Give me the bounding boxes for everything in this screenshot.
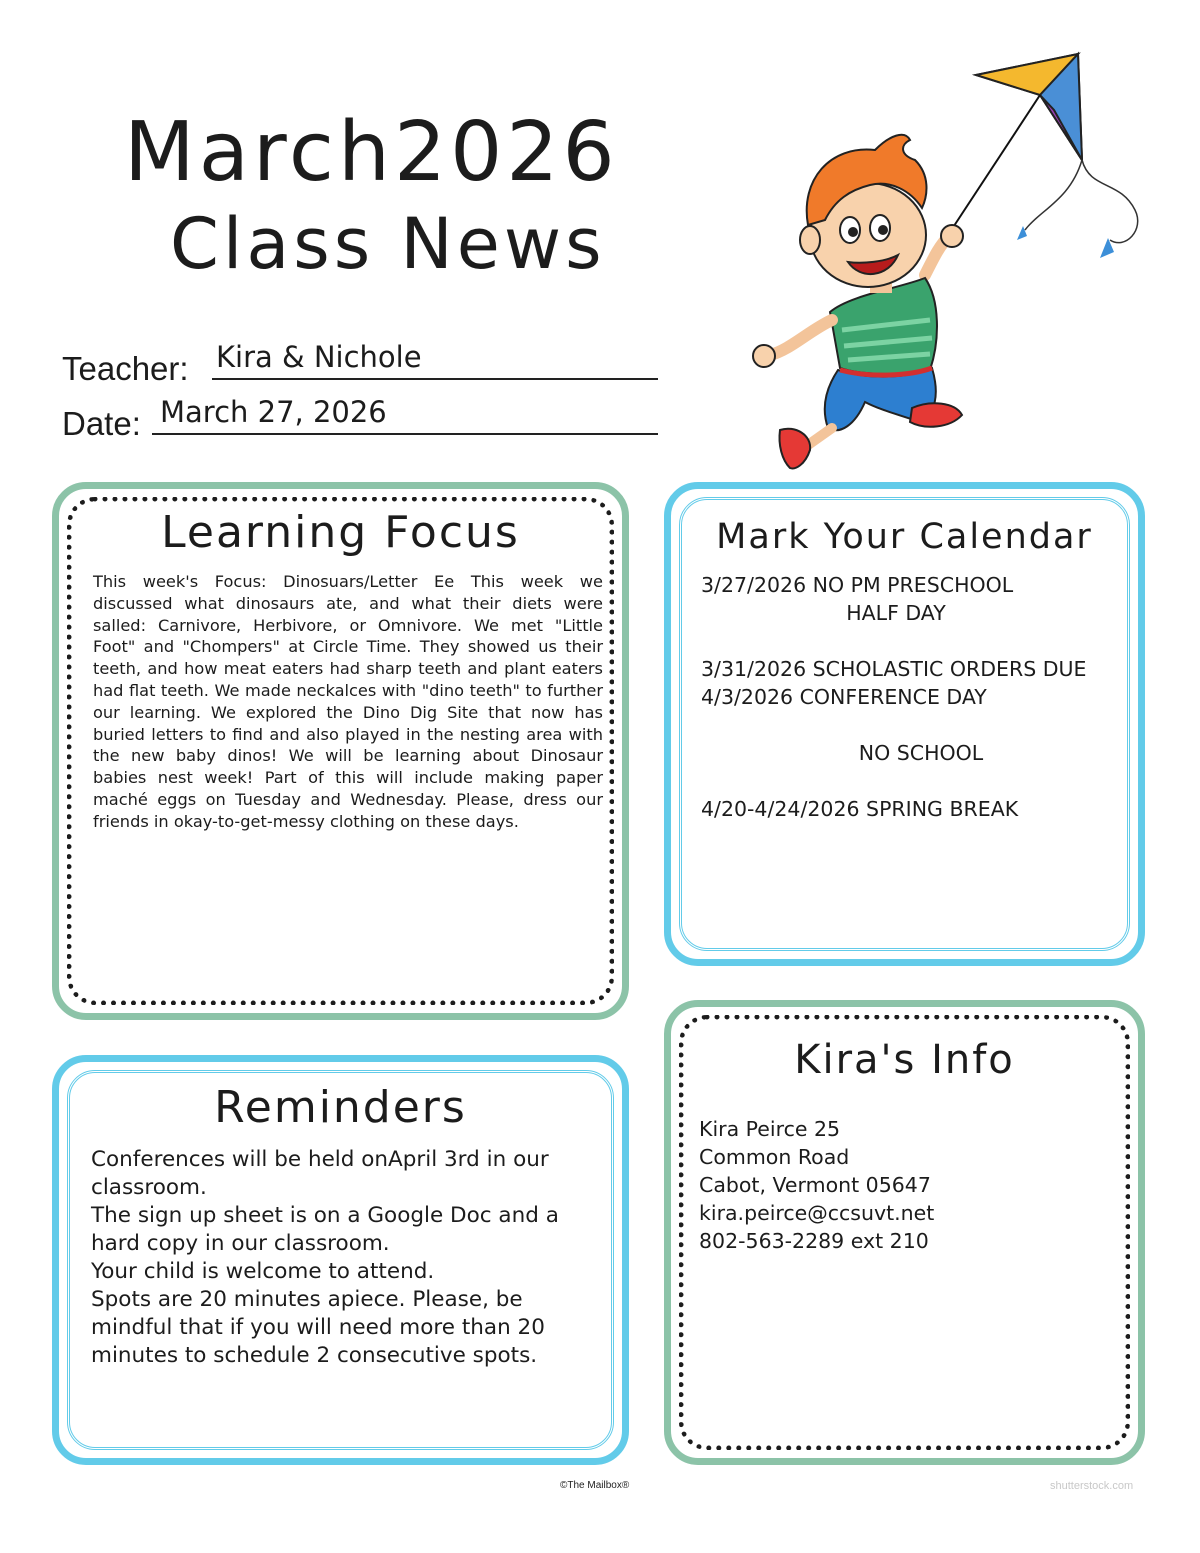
calendar-item: 4/3/2026 CONFERENCE DAY <box>701 685 987 709</box>
kite-icon <box>950 54 1138 258</box>
calendar-title: Mark Your Calendar <box>716 517 1093 557</box>
learning-focus-panel <box>52 482 629 1020</box>
calendar-item: HALF DAY <box>846 601 946 625</box>
reminder-paragraph: Your child is welcome to attend. <box>91 1259 435 1284</box>
info-phone: 802-563-2289 ext 210 <box>699 1229 929 1253</box>
info-line: Cabot, Vermont 05647 <box>699 1173 931 1197</box>
mailbox-credit: ©The Mailbox® <box>560 1480 630 1491</box>
info-line: Kira Peirce 25 <box>699 1117 841 1141</box>
reminders-panel <box>52 1055 629 1465</box>
calendar-item: 3/27/2026 NO PM PRESCHOOL <box>701 573 1014 597</box>
calendar-panel <box>664 482 1145 966</box>
reminders-title: Reminders <box>214 1082 467 1133</box>
learning-focus-body: This week's Focus: Dinosuars/Letter Ee This week we discussed what dinosaurs ate, and what their diets were salled: Carnivore, Herbivore, or Omnivore. We met "Little Foot" and "Chompers" at Circle Time. They showed us their teeth, and how meat eaters had sharp teeth and plant eaters had flat teeth. We made neckalces with "dino teeth" to further our learning. We explored the Dino Dig Site that now has buried letters to find and also played in the nesting area with the new baby dinos! We will be learning about Dinosaur babies nest week! Part of this will include making paper maché eggs on Tuesday and Wednesday. Please, dress our friends in okay-to-get-messy clothing on these days. <box>93 572 603 831</box>
info-line: Common Road <box>699 1145 850 1169</box>
info-body <box>699 1115 1119 1255</box>
shutterstock-watermark: shutterstock.com <box>1050 1480 1134 1492</box>
boy-flying-kite-icon <box>740 50 1150 480</box>
calendar-list <box>701 571 1121 823</box>
reminder-paragraph: Spots are 20 minutes apiece. Please, be mindful that if you will need more than 20 minutes to schedule 2 consecutive spots. <box>91 1287 545 1368</box>
date-value: March 27, 2026 <box>160 395 387 429</box>
reminder-paragraph: Conferences will be held onApril 3rd in our classroom. <box>91 1147 549 1200</box>
date-label: Date: <box>62 405 141 442</box>
reminders-body <box>91 1146 601 1370</box>
learning-focus-title: Learning Focus <box>161 507 520 558</box>
calendar-item: NO SCHOOL <box>858 741 984 765</box>
calendar-item: 3/31/2026 SCHOLASTIC ORDERS DUE <box>701 657 1087 681</box>
calendar-item: 4/20-4/24/2026 SPRING BREAK <box>701 797 1019 821</box>
title-month: March2026 <box>124 105 619 200</box>
teacher-underline <box>212 378 658 380</box>
teacher-label: Teacher: <box>62 350 189 387</box>
info-email: kira.peirce@ccsuvt.net <box>699 1201 935 1225</box>
teacher-value: Kira & Nichole <box>216 340 422 374</box>
info-panel <box>664 1000 1145 1465</box>
date-underline <box>152 433 658 435</box>
title-class-news: Class News <box>170 203 606 285</box>
info-title: Kira's Info <box>794 1037 1015 1083</box>
reminder-paragraph: The sign up sheet is on a Google Doc and a hard copy in our classroom. <box>91 1203 559 1256</box>
